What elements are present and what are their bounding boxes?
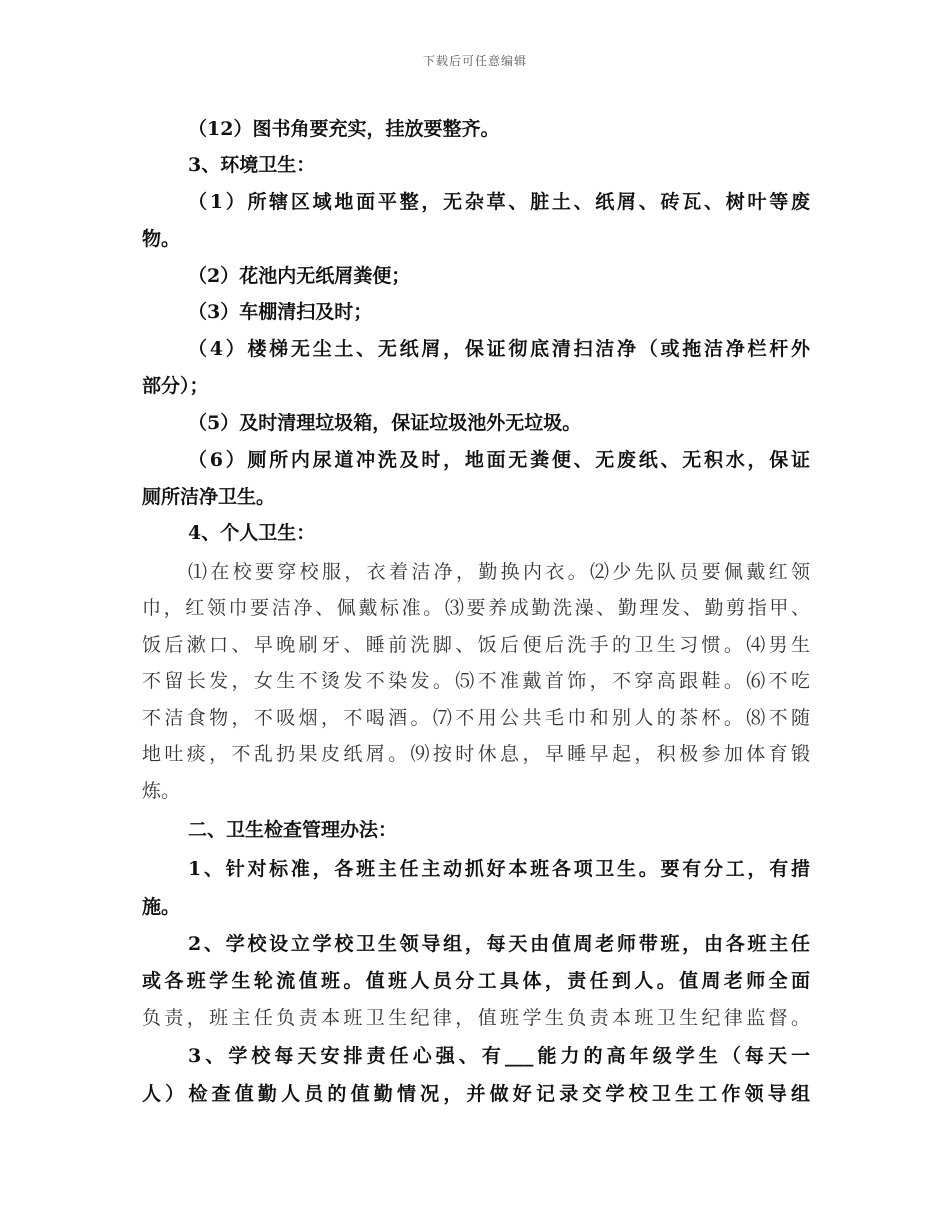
text-line: 炼。 [142, 780, 181, 802]
section-heading: 4、个人卫生： [188, 522, 316, 544]
text-line: 地吐痰，不乱扔果皮纸屑。⑼按时休息，早睡早起，积极参加体育锻 [142, 743, 810, 765]
text-line: 3、学校每天安排责任心强、有___能力的高年级学生（每天一 [188, 1045, 810, 1067]
text-line: 部分）； [142, 375, 209, 397]
text-line: （5）及时清理垃圾箱，保证垃圾池外无垃圾。 [188, 412, 582, 434]
text-line: 负责，班主任负责本班卫生纪律，值班学生负责本班卫生纪律监督。 [142, 1007, 810, 1029]
text-line: 或各班学生轮流值班。值班人员分工具体，责任到人。值周老师全面 [142, 970, 810, 992]
text-line: 1、针对标准，各班主任主动抓好本班各项卫生。要有分工，有措 [188, 858, 810, 880]
text-line: （2）花池内无纸屑粪便； [188, 265, 411, 287]
text-line: 厕所洁净卫生。 [142, 486, 276, 508]
text-line: 不留长发，女生不烫发不染发。⑸不准戴首饰，不穿高跟鞋。⑹不吃 [142, 670, 810, 692]
section-heading: 3、环境卫生： [188, 154, 316, 176]
text-line: 物。 [142, 228, 181, 250]
text-line: 饭后漱口、早晚刷牙、睡前洗脚、饭后便后洗手的卫生习惯。⑷男生 [142, 634, 810, 656]
text-line: 人）检查值勤人员的值勤情况，并做好记录交学校卫生工作领导组 [142, 1083, 810, 1105]
text-line: 施。 [142, 896, 181, 918]
text-line: ⑴在校要穿校服，衣着洁净，勤换内衣。⑵少先队员要佩戴红领 [188, 561, 810, 583]
text-line: （1）所辖区域地面平整，无杂草、脏土、纸屑、砖瓦、树叶等废 [188, 191, 810, 213]
text-line: （3）车棚清扫及时； [188, 301, 373, 323]
text-line: （6）厕所内尿道冲洗及时，地面无粪便、无废纸、无积水，保证 [188, 449, 810, 471]
text-line: 不洁食物，不吸烟，不喝酒。⑺不用公共毛巾和别人的茶杯。⑻不随 [142, 707, 810, 729]
text-line: 巾，红领巾要洁净、佩戴标准。⑶要养成勤洗澡、勤理发、勤剪指甲、 [142, 597, 810, 619]
page-header: 下载后可任意编辑 [422, 54, 527, 68]
section-heading: 二、卫生检查管理办法： [188, 819, 398, 841]
text-line: （4）楼梯无尘土、无纸屑，保证彻底清扫洁净（或拖洁净栏杆外 [188, 338, 810, 360]
text-line: （12）图书角要充实，挂放要整齐。 [188, 118, 500, 140]
text-line: 2、学校设立学校卫生领导组，每天由值周老师带班，由各班主任 [188, 933, 810, 955]
